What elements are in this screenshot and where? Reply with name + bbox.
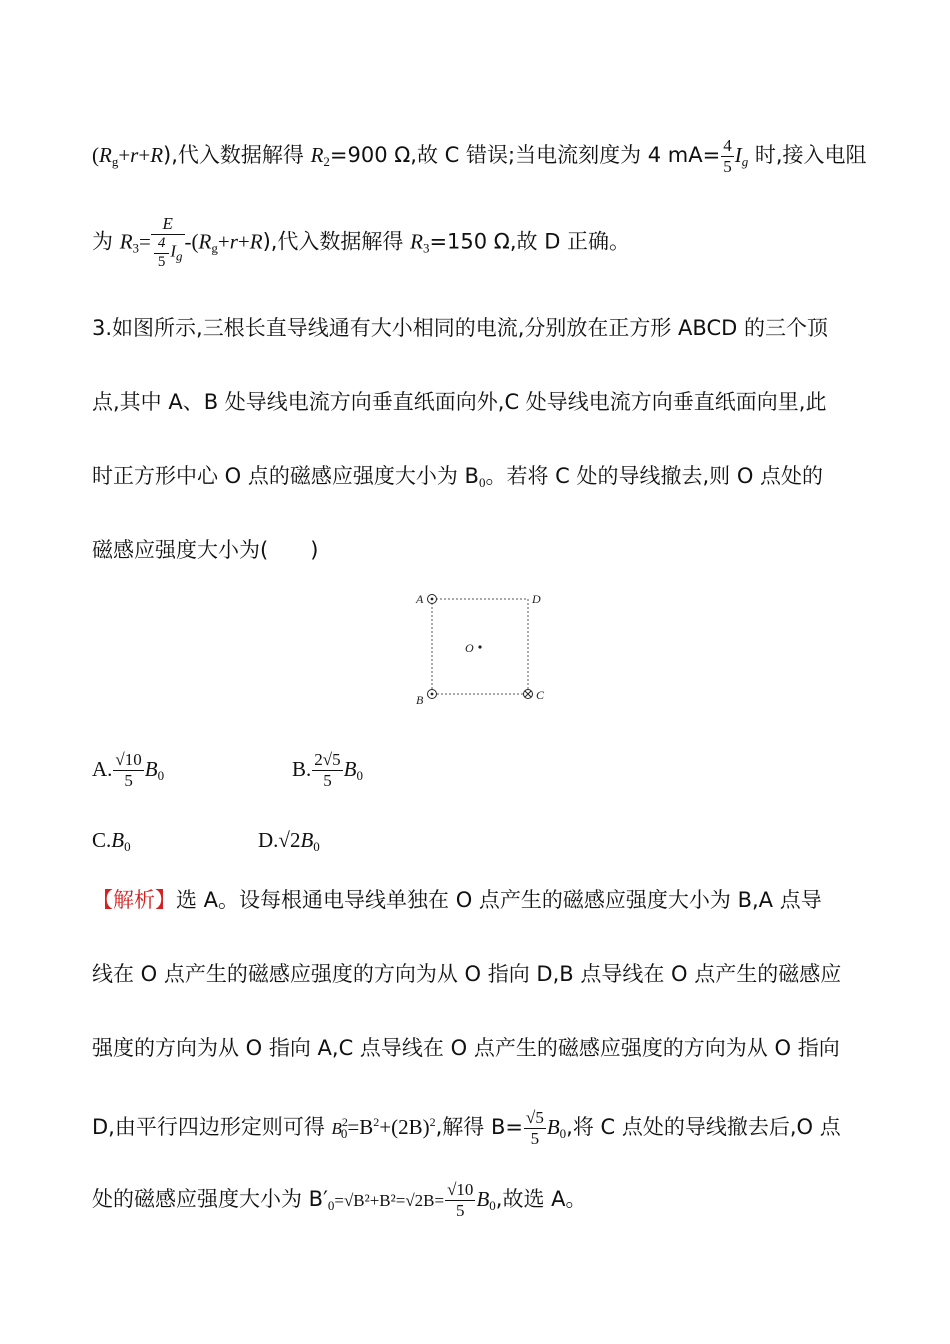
label-d: D bbox=[532, 592, 541, 606]
question-line-1: 3.如图所示,三根长直导线通有大小相同的电流,分别放在正方形 ABCD 的三个顶 bbox=[92, 316, 828, 340]
analysis-line-2: 线在 O 点产生的磁感应强度的方向为从 O 指向 D,B 点导线在 O 点产生的磁感应 bbox=[92, 962, 842, 986]
option-d[interactable]: $D.√2B_0$ bbox=[258, 828, 320, 854]
analysis-line-3: 强度的方向为从 O 指向 A,C 点导线在 O 点产生的磁感应强度的方向为从 O 指向 bbox=[92, 1036, 840, 1060]
question-line-2: 点,其中 A、B 处导线电流方向垂直纸面向外,C 处导线电流方向垂直纸面向里,此 bbox=[92, 390, 827, 414]
option-b-fraction: $\frac{2√5}{5}$ bbox=[314, 750, 341, 790]
center-point-o bbox=[478, 645, 481, 648]
label-o: O bbox=[465, 641, 474, 655]
label-b: B bbox=[416, 693, 424, 706]
fraction-four-fifths: $\frac{4}{5}$ bbox=[723, 136, 732, 176]
square-wire-figure bbox=[408, 588, 558, 706]
option-b[interactable]: B. $\frac{2√5}{5}$ $B_0$ bbox=[292, 750, 363, 790]
question-line-4: 磁感应强度大小为( ) bbox=[92, 538, 319, 562]
fraction-root5-over-5: $\frac{√5}{5}$ bbox=[525, 1108, 544, 1148]
option-c[interactable]: $C.B_0$ bbox=[92, 828, 131, 854]
analysis-line-4: D,由平行四边形定则可得 $B^2_0=B^2+(2B)^2$,解得 B= $\frac{√5}{5}$ $B_0$,将 C 点处的导线撤去后,O 点 bbox=[92, 1108, 841, 1148]
option-a[interactable]: A. $\frac{√10}{5}$ $B_0$ bbox=[92, 750, 165, 790]
label-a: A bbox=[416, 592, 424, 606]
option-a-fraction: $\frac{√10}{5}$ bbox=[115, 750, 142, 790]
analysis-line-1: 【解析】选 A。设每根通电导线单独在 O 点产生的磁感应强度大小为 B,A 点导 bbox=[92, 888, 822, 912]
prev-solution-line-2: 为 $R_3=$ E $\frac{4}{5}$ $I_g$ $-(R_g+r+R)$,代入数据解得 $R_3=150$ Ω,故 D 正确。 bbox=[92, 214, 631, 270]
fraction-root10-over-5: $\frac{√10}{5}$ bbox=[447, 1180, 474, 1220]
label-c: C bbox=[536, 688, 545, 702]
question-line-3: 时正方形中心 O 点的磁感应强度大小为 $B_0$。若将 C 处的导线撤去,则 O 点处的 bbox=[92, 464, 824, 490]
fraction-e-over-current: E $\frac{4}{5}$ $I_g$ bbox=[151, 214, 185, 271]
analysis-tag: 【解析】 bbox=[92, 888, 176, 912]
wire-c-in-icon bbox=[524, 690, 533, 699]
prev-solution-line-1: $(R_g+r+R)$,代入数据解得 $R_2=900$ Ω,故 C 错误;当电流刻度为 4 mA= $\frac{4}{5}$ $I_g$ 时,接入电阻 bbox=[92, 136, 867, 176]
inner-fraction: $\frac{4}{5}$ bbox=[154, 235, 170, 271]
analysis-line-5: 处的磁感应强度大小为 $B'_0=√B^2+B^2=√2B=$ $\frac{√10}{5}$ $B_0$,故选 A。 bbox=[92, 1180, 587, 1220]
